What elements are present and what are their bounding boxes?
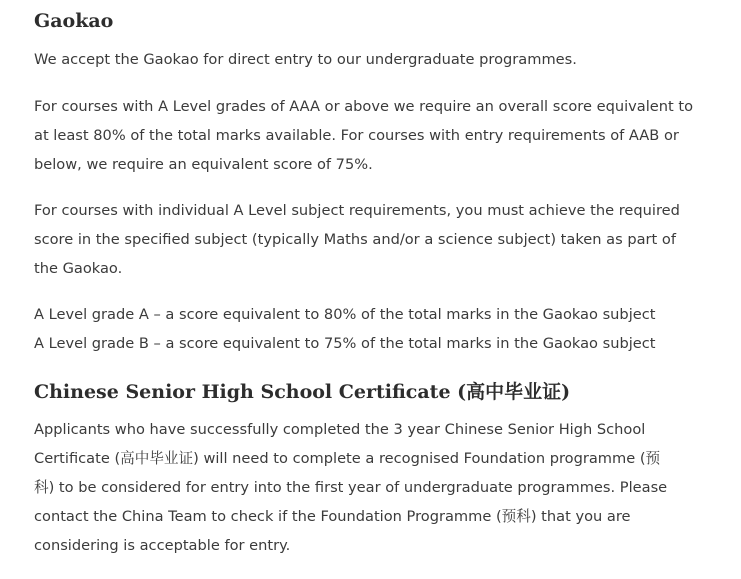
- paragraph-line: score in the specified subject (typically Maths and/or a science subject) taken as part of: [34, 231, 676, 248]
- paragraph-line: considering is acceptable for entry.: [34, 537, 291, 554]
- paragraph-line: the Gaokao.: [34, 260, 123, 277]
- grade-b-line: A Level grade B – a score equivalent to 75% of the total marks in the Gaokao subject: [34, 335, 656, 352]
- paragraph-line: at least 80% of the total marks available. For courses with entry requirements of AAB or: [34, 127, 679, 144]
- gaokao-scores-paragraph: [34, 92, 714, 179]
- gaokao-subject-paragraph: [34, 196, 714, 283]
- paragraph-line: 科) to be considered for entry into the first year of undergraduate programmes. Please: [34, 479, 668, 496]
- gaokao-grades-paragraph: [34, 300, 714, 358]
- paragraph-line: For courses with A Level grades of AAA or above we require an overall score equivalent to: [34, 98, 694, 115]
- paragraph-line: Applicants who have successfully completed the 3 year Chinese Senior High School: [34, 421, 646, 438]
- gaokao-heading: Gaokao: [34, 10, 114, 32]
- gaokao-intro-paragraph: We accept the Gaokao for direct entry to our undergraduate programmes.: [34, 51, 577, 68]
- cshsc-heading: Chinese Senior High School Certificate (高中毕业证): [34, 381, 571, 403]
- grade-a-line: A Level grade A – a score equivalent to 80% of the total marks in the Gaokao subject: [34, 306, 656, 323]
- paragraph-line: below, we require an equivalent score of 75%.: [34, 156, 373, 173]
- paragraph-line: contact the China Team to check if the Foundation Programme (预科) that you are: [34, 508, 631, 525]
- cshsc-paragraph: [34, 415, 714, 560]
- paragraph-line: For courses with individual A Level subject requirements, you must achieve the required: [34, 202, 680, 219]
- paragraph-line: Certificate (高中毕业证) will need to complete a recognised Foundation programme (预: [34, 450, 661, 467]
